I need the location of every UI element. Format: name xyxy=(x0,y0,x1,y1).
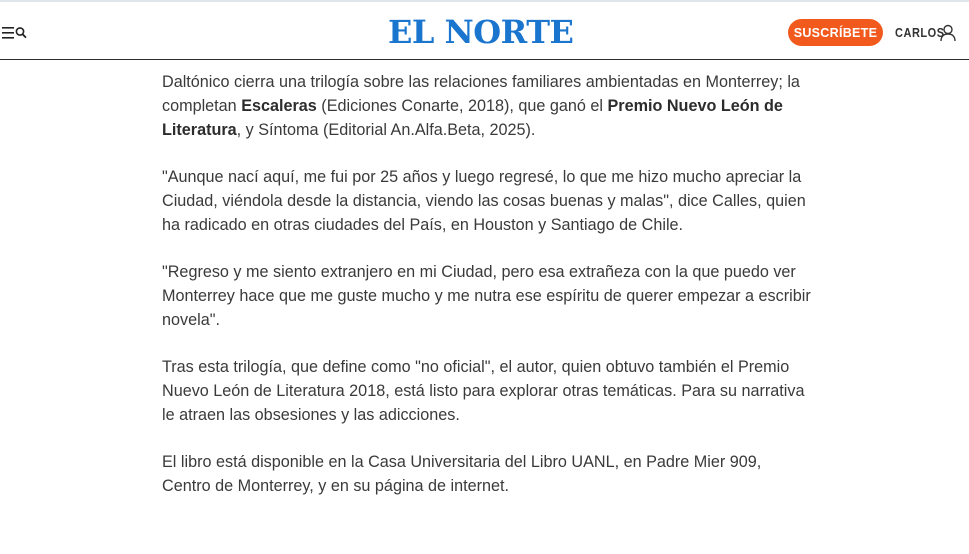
header-divider xyxy=(0,59,969,60)
paragraph-1 xyxy=(162,70,812,142)
subscribe-button[interactable]: SUSCRÍBETE xyxy=(788,19,883,46)
user-name: CARLOS xyxy=(895,26,945,40)
paragraph-4: Tras esta trilogía, que define como "no oficial", el autor, quien obtuvo también el Premio Nuevo León de Literatura 2018, está listo para explorar otras temáticas. Para su narrativa le atraen las obsesiones y las adicciones. xyxy=(162,358,805,424)
article-body xyxy=(162,70,812,521)
paragraph-text: Daltónico cierra una trilogía sobre las relaciones familiares ambientadas en Monterrey; la completan xyxy=(162,73,800,115)
paragraph-2: "Aunque nací aquí, me fui por 25 años y luego regresé, lo que me hizo mucho apreciar la Ciudad, viéndola desde la distancia, viendo las cosas buenas y malas", dice Calles, quien ha radicado en otras ciudades del País, en Houston y Santiago de Chile. xyxy=(162,168,806,234)
paragraph-3: "Regreso y me siento extranjero en mi Ciudad, pero esa extrañeza con la que puedo ver Monterrey hace que me guste mucho y me nutra ese espíritu de querer empezar a escribir novela". xyxy=(162,263,811,329)
menu-search-button[interactable] xyxy=(1,24,31,42)
paragraph-text: (Ediciones Conarte, 2018), que ganó el xyxy=(316,97,608,115)
site-header xyxy=(0,2,969,58)
book-title-escaleras: Escaleras xyxy=(241,97,317,115)
paragraph-5: El libro está disponible en la Casa Universitaria del Libro UANL, en Padre Mier 909, Centro de Monterrey, y en su página de internet. xyxy=(162,453,762,495)
menu-icon xyxy=(1,24,31,42)
paragraph-text: , y Síntoma (Editorial An.Alfa.Beta, 2025). xyxy=(236,121,536,139)
site-logo[interactable]: EL NORTE xyxy=(388,13,574,51)
user-account-button[interactable] xyxy=(895,23,957,43)
search-icon xyxy=(16,28,26,38)
award-name: Premio Nuevo León de Literatura xyxy=(162,97,783,139)
